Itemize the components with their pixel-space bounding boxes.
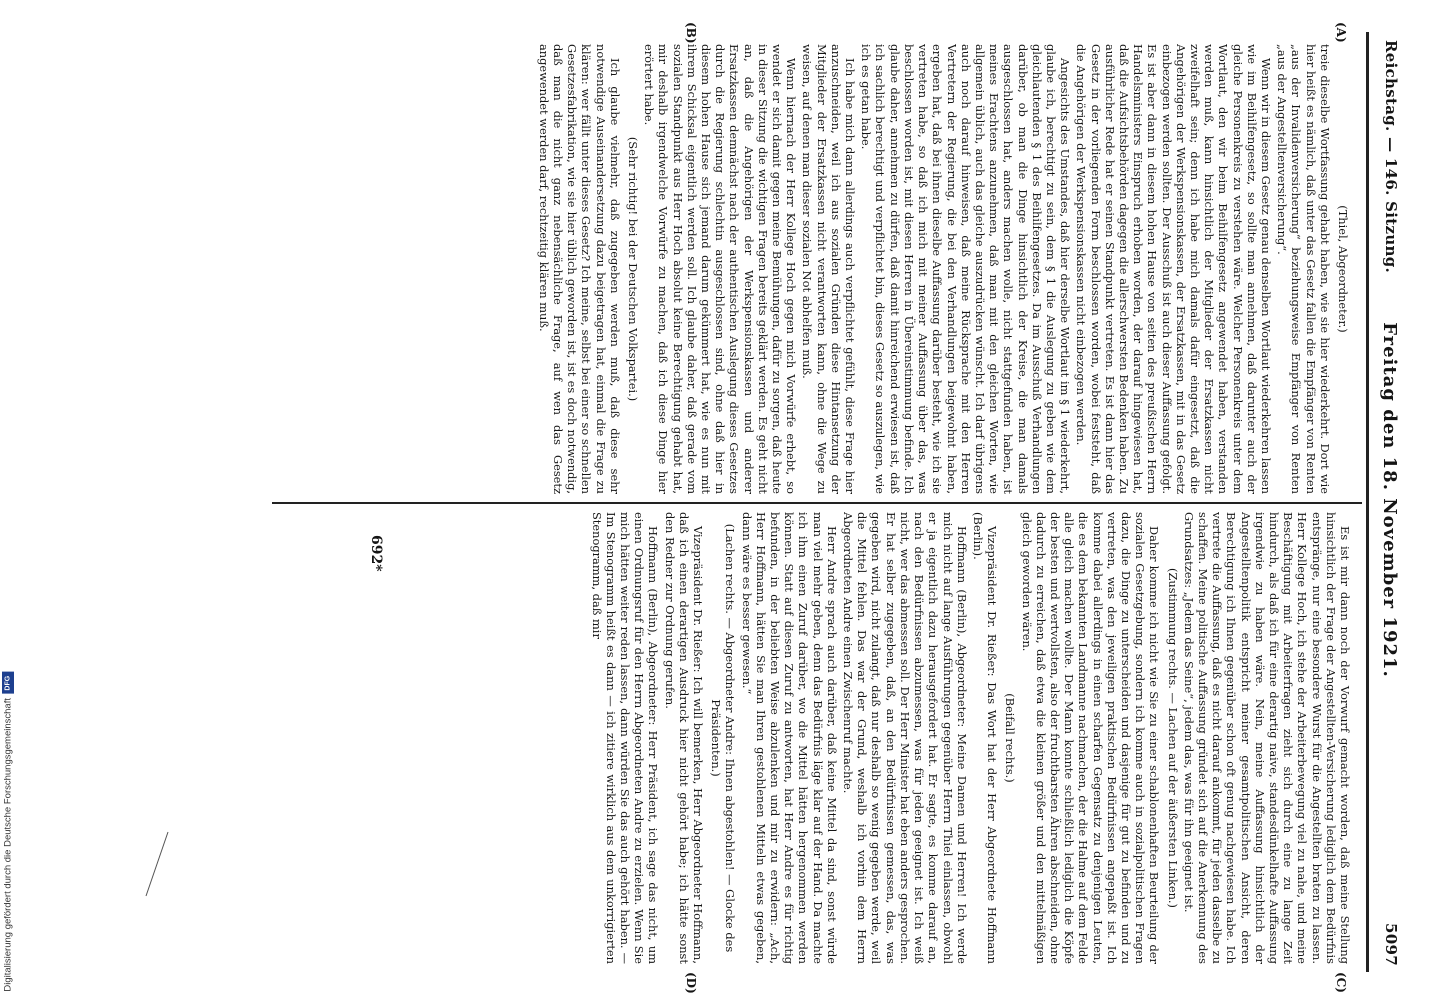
credit-text: Digitalisierung gefördert durch die Deutsche Forschungsgemeinschaft bbox=[2, 698, 14, 992]
paragraph: Hoffmann (Berlin), Abgeordneter: Herr Präsident, ich sage das nicht, um einen Ordnungsruf für den Herrn Abgeordneten Andre zu erzielen. Wenn Sie mich hätten weiter reden lassen, dann würden Sie das auch gehört haben. — Im Stenogramm heißt es dann — ich zitiere wirklich aus dem unkorrigierten Stenogramm, daß mir bbox=[589, 512, 661, 964]
header-session: Reichstag. — 146. Sitzung. bbox=[1382, 40, 1400, 274]
stage-direction: (Beifall rechts.) bbox=[1003, 693, 1018, 783]
paragraph: treie dieselbe Wortfassung gehabt haben, wie sie hier wiederkehrt. Dort wie hier heißt es nämlich, daß unter das Gesetz fallen die Empfänger von Renten „aus der Invalidenversicherung“ beziehungsweise Empfänger von Renten „aus der Angestelltenversicherung“. bbox=[1275, 44, 1332, 494]
stage-direction: (Thiel, Abgeordneter.) bbox=[1336, 205, 1350, 333]
paragraph: Daher komme ich nicht wie Sie zu einer schablonenhaften Beurteilung der sozialen Gesetzgebung, sondern ich komme auch in sozialpolitischen Fragen dazu, die Dinge zu unterscheiden und dasjenige für gut zu befinden und zu vertreten, was den jeweiligen praktischen Bedürfnissen angepaßt ist. Ich komme dabei allerdings in einen scharfen Gegensatz zu denjenigen Leuten, die es dem bekannten Landmanne nachmachen, der die Halme auf dem Felde alle gleich machen wollte. Der Mann konnte schließlich lediglich die Köpfe der besten und wertvollsten, also der fruchtbarsten Ähren abschneiden, ohne dadurch zu erreichen, daß etwa die kleinen größer und den mittelmäßigen gleich geworden wären. bbox=[1019, 512, 1162, 964]
header-rule bbox=[1366, 32, 1369, 972]
header-date: Freitag den 18. November 1921. bbox=[1379, 322, 1400, 678]
paragraph: Hoffmann (Berlin), Abgeordneter: Meine Damen und Herren! Ich werde mich nicht auf lange Ausführungen gegenüber Herrn Thiel einlassen, obwohl er ja eigentlich dazu herausgefordert hat. Er sagte, es komme darauf an, nach den Bedürfnissen abzumessen, was für jeden geeignet ist. Ich weiß nicht, wer das abmessen soll. Der Herr Minister hat eben anders gesprochen. Er hat selber zugegeben, daß, an den Bedürfnissen gemessen, das, was gegeben wird, nicht zulangt, daß nur deshalb so wenig gegeben werde, weil die Mittel fehlen. Das war der Grund, weshalb ich vorhin dem Herrn Abgeordneten Andre einen Zwischenruf machte. bbox=[841, 512, 969, 964]
text-column-left bbox=[172, 44, 1352, 494]
paragraph: Herr Andre sprach auch darüber, daß keine Mittel da sind, sonst würde man viel mehr geben, denn das Bedürfnis läge klar auf der Hand. Da machte ich ihm einen Zuruf darüber, wo die Mittel hätten hergenommen werden können. Statt auf diesen Zuruf zu antworten, hat Herr Andre es für richtig befunden, in der beliebten Weise abzulenken und mir zu erwidern: „Ach, Herr Hoffmann, hätten Sie man Ihren gestohlenen Mitteln etwas gegeben, dann wäre es besser gewesen.“ bbox=[739, 512, 839, 964]
paragraph: Es ist mir dann noch der Vorwurf gemacht worden, daß meine Stellung hinsichtlich der Frage der Angestellten-Versicherung lediglich dem Bedürfnis entspränge, nur eine besondere Wurst für die Angestellten braten zu lassen. Herr Kollege Hoch, ich stehe der Arbeiterbewegung viel zu nahe, und meine Beschäftigung mit Arbeiterfragen zieht sich durch eine zu lange Zeit hindurch, als daß ich für eine derartig naive, standesdünkelhafte Auffassung irgendwie zu haben wäre. Nein, meine Auffassung hinsichtlich der Angestelltenpolitik entspricht meiner gesamtpolitischen Ansicht, deren Berechtigung ich Ihnen gegenüber schon oft genug nachgewiesen habe. Ich vertrete die Auffassung, daß es nicht darauf ankommt, für jeden dasselbe zu schaffen. Meine politische Auffassung gründet sich auf die Anerkennung des Grundsatzes: „Jedem das Seine“, jedem das, was für ihn geeignet ist. bbox=[1181, 512, 1352, 964]
sheet-number: 692* bbox=[368, 535, 384, 572]
stage-direction: (Lachen rechts. — Abgeordneter Andre: Ihnen abgestohlen! — Glocke des Präsidenten.) bbox=[709, 523, 738, 953]
dfg-logo: DFG bbox=[2, 672, 14, 694]
text-column-right bbox=[172, 512, 1352, 964]
paragraph: Ich glaube vielmehr, daß zugegeben werden muß, daß diese sehr notwendige Auseinandersetzung dazu beigetragen hat, einmal die Frage zu klären: wer fällt unter dieses Gesetz? Ich meine, selbst bei einer so schnellen Gesetzesfabrikation, wie sie hier üblich geworden ist, ist es doch notwendig, daß man die nicht ganz nebensächliche Frage, auf wen das Gesetz angewendet werden darf, rechtzeitig klären muß. bbox=[536, 44, 622, 494]
paragraph: Wenn wir in diesem Gesetz genau denselben Wortlaut wiederkehren lassen wie im Beihilfengesetz, so sollte man annehmen, daß darunter auch der gleiche Personenkreis zu verstehen wäre. Welcher Personenkreis unter dem Wortlaut, den wir beim Beihilfengesetz angewendet haben, verstanden werden muß, kann hinsichtlich der Mitglieder der Ersatzkassen nicht zweifelhaft sein; denn ich habe mich damals dafür eingesetzt, daß die Angehörigen der Werkspensionskassen, der Ersatzkassen, mit in das Gesetz einbezogen werden sollten. Der Ausschuß ist auch dieser Auffassung gefolgt. Es ist aber dann in diesem hohen Hause von seiten des preußischen Herrn Handelsministers Einspruch erhoben worden, der darauf hingewiesen hat, daß die Aufsichtsbehörden dagegen die allerschwersten Bedenken haben. Zu ausführlicher Rede hat er seinen Standpunkt vertreten. Es ist dann hier das Gesetz in der vorliegenden Form beschlossen worden, wobei feststeht, daß die Angehörigen der Werkspensionskassen nicht einbezogen werden. bbox=[1074, 44, 1273, 494]
digitization-credit bbox=[0, 0, 16, 1000]
paragraph: Ich habe mich dann allerdings auch verpflichtet gefühlt, diese Frage hier anzuschneiden, weil ich aus sozialen Gründen diese Hintansetzung der Mitglieder der Ersatzkassen nicht verantworten kann, ohne die Wege zu weisen, auf denen man dieser sozialen Not abhelfen muß. bbox=[800, 44, 858, 494]
margin-marker-a: (A) bbox=[1334, 22, 1348, 43]
paragraph: Vizepräsident Dr. Rießer: Das Wort hat der Herr Abgeordnete Hoffmann (Berlin). bbox=[970, 512, 1000, 964]
paragraph: Angesichts des Umstandes, daß hier derselbe Wortlaut im § 1 wiederkehrt, glaube ich, berechtigt zu sein, dem § 1 die Auslegung zu geben wie dem gleichlautenden § 1 des Beihilfengesetzes. Da im Ausschuß Verhandlungen darüber, ob man die Dinge hinsichtlich der Kreise, die man damals ausgeschlossen hat, anders machen wolle, nicht stattgefunden haben, ist meines Erachtens anzunehmen, daß man mit den gleichen Worten, wie allgemein üblich, auch das gleiche auszudrücken wünscht. Ich darf übrigens auch noch darauf hinweisen, daß meine Rücksprache mit den Herren Vertretern der Regierung, die bei den Verhandlungen beigewohnt haben, ergeben hat, daß bei ihnen dieselbe Auffassung darüber besteht, wie ich sie vertreten habe, so daß ich mich mit meiner Auffassung über das, was beschlossen worden ist, mit diesen Herren in Übereinstimmung befinde. Ich glaube daher, annehmen zu dürfen, daß damit hinreichend erwiesen ist, daß ich sachlich berechtigt und verpflichtet bin, dieses Gesetz so auszulegen, wie ich es getan habe. bbox=[859, 44, 1073, 494]
pencil-stroke bbox=[142, 830, 172, 900]
column-divider bbox=[272, 502, 1362, 504]
stage-direction: (Sehr richtig! bei der Deutschen Volkspartei.) bbox=[626, 136, 641, 402]
paragraph: Vizepräsident Dr. Rießer: Ich will bemerken, Herr Abgeordneter Hoffmann, daß ich einen derartigen Ausdruck hier nicht gehört habe; ich hätte sonst den Redner zur Ordnung gerufen. bbox=[662, 512, 706, 964]
margin-marker-d: (D) bbox=[684, 972, 698, 994]
margin-marker-b: (B) bbox=[684, 22, 698, 44]
paragraph: Wenn hiernach der Herr Kollege Hoch gegen mich Vorwürfe erhebt, so wendet er sich damit gegen meine Bemühungen, dafür zu sorgen, daß heute in dieser Sitzung die wichtigen Fragen bereits geklärt werden. Es geht nicht an, daß die Angehörigen der Werkspensionskassen und anderer Ersatzkassen demnächst nach der authentischen Auslegung dieses Gesetzes durch die Regierung schlechtin ausgeschlossen sind, ohne daß hier in diesem hohen Hause sich jemand darum gekümmert hat, wie es nun mit ihrem Schicksal eigentlich werden soll. Ich glaube daher, daß gerade vom sozialen Standpunkt aus Herr Hoch absolut keine Berechtigung gehabt hat, mir deshalb irgendwelche Vorwürfe zu machen, daß ich diese Dinge hier erörtert habe. bbox=[642, 44, 799, 494]
margin-marker-c: (C) bbox=[1334, 972, 1348, 993]
stage-direction: (Zustimmung rechts. — Lachen auf der äußersten Linken.) bbox=[1165, 568, 1180, 908]
header-page-number: 5097 bbox=[1382, 923, 1400, 966]
page-header bbox=[1366, 0, 1406, 1000]
